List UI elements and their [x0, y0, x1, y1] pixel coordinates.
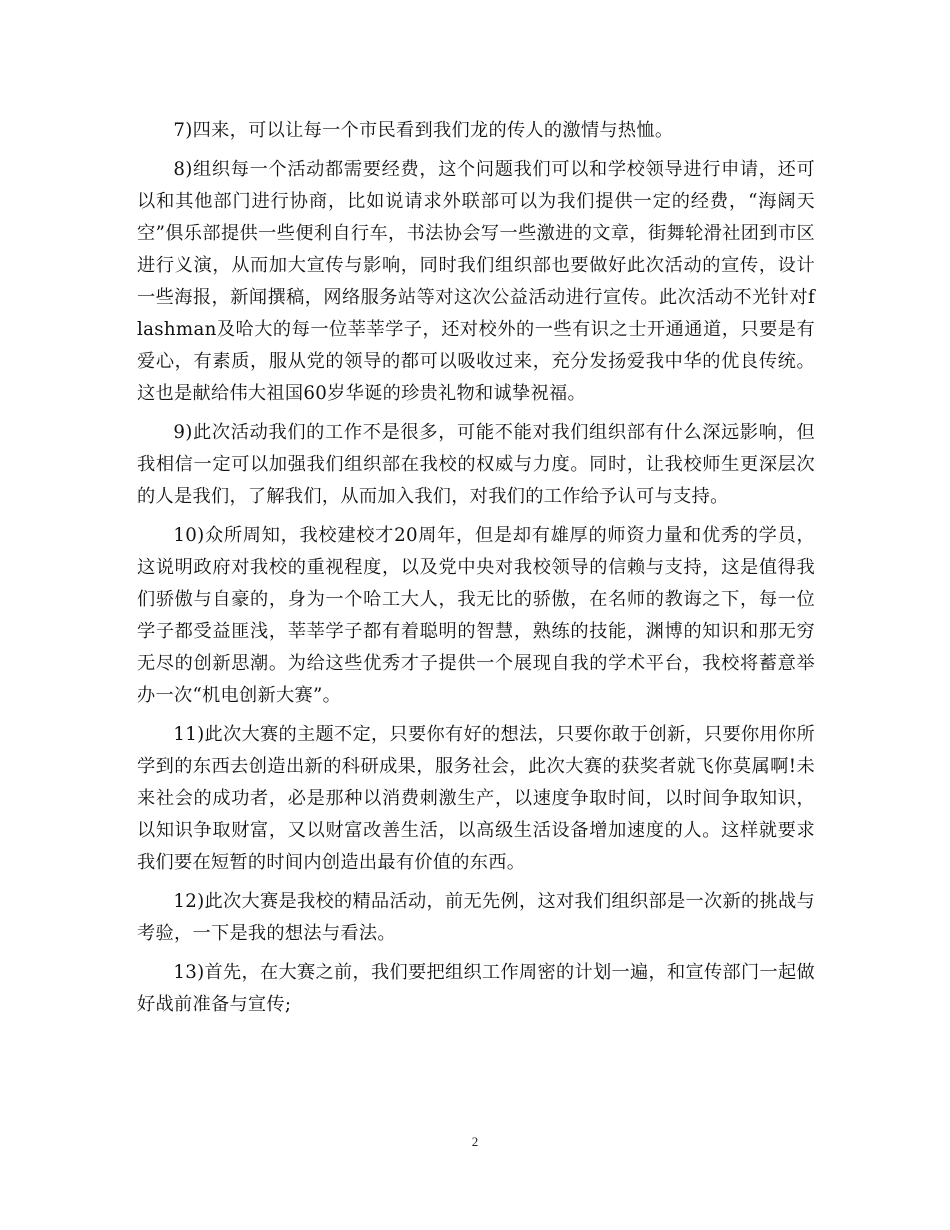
- paragraph-9: 9)此次活动我们的工作不是很多，可能不能对我们组织部有什么深远影响，但我相信一定可以加强我们组织部在我校的权威与力度。同时，让我校师生更深层次的人是我们，了解我们，从而加入我们，对我们的工作给予认可与支持。: [137, 422, 815, 507]
- paragraph-13: 13)首先，在大赛之前，我们要把组织工作周密的计划一遍，和宣传部门一起做好战前准备与宣传;: [137, 962, 815, 1015]
- document-body: [137, 115, 815, 1028]
- paragraph-7: 7)四来，可以让每一个市民看到我们龙的传人的激情与热恤。: [173, 120, 674, 141]
- paragraph-11: 11)此次大赛的主题不定，只要你有好的想法，只要你敢于创新，只要你用你所学到的东西去创造出新的科研成果，服务社会，此次大赛的获奖者就飞你莫属啊!未来社会的成功者，必是那种以消费刺激生产，以速度争取时间，以时间争取知识，以知识争取财富，又以财富改善生活，以高级生活设备增加速度的人。这样就要求我们要在短暂的时间内创造出最有价值的东西。: [137, 724, 815, 873]
- paragraph-10: 10)众所周知，我校建校才20周年，但是却有雄厚的师资力量和优秀的学员，这说明政府对我校的重视程度，以及党中央对我校领导的信赖与支持，这是值得我们骄傲与自豪的，身为一个哈工大人，我无比的骄傲，在名师的教诲之下，每一位学子都受益匪浅，莘莘学子都有着聪明的智慧，熟练的技能，渊博的知识和那无穷无尽的创新思潮。为给这些优秀才子提供一个展现自我的学术平台，我校将蓄意举办一次“机电创新大赛”。: [137, 525, 815, 706]
- paragraph-12: 12)此次大赛是我校的精品活动，前无先例，这对我们组织部是一次新的挑战与考验，一下是我的想法与看法。: [137, 891, 815, 944]
- paragraph-8: 8)组织每一个活动都需要经费，这个问题我们可以和学校领导进行申请，还可以和其他部门进行协商，比如说请求外联部可以为我们提供一定的经费，“海阔天空”俱乐部提供一些便利自行车，书法协会写一些激进的文章，街舞轮滑社团到市区进行义演，从而加大宣传与影响，同时我们组织部也要做好此次活动的宣传，设计一些海报，新闻撰稿，网络服务站等对这次公益活动进行宣传。此次活动不光针对flashman及哈大的每一位莘莘学子，还对校外的一些有识之士开通通道，只要是有爱心，有素质，服从党的领导的都可以吸收过来，充分发扬爱我中华的优良传统。这也是献给伟大祖国60岁华诞的珍贵礼物和诚挚祝福。: [137, 159, 815, 404]
- page-number: 2: [471, 1134, 479, 1149]
